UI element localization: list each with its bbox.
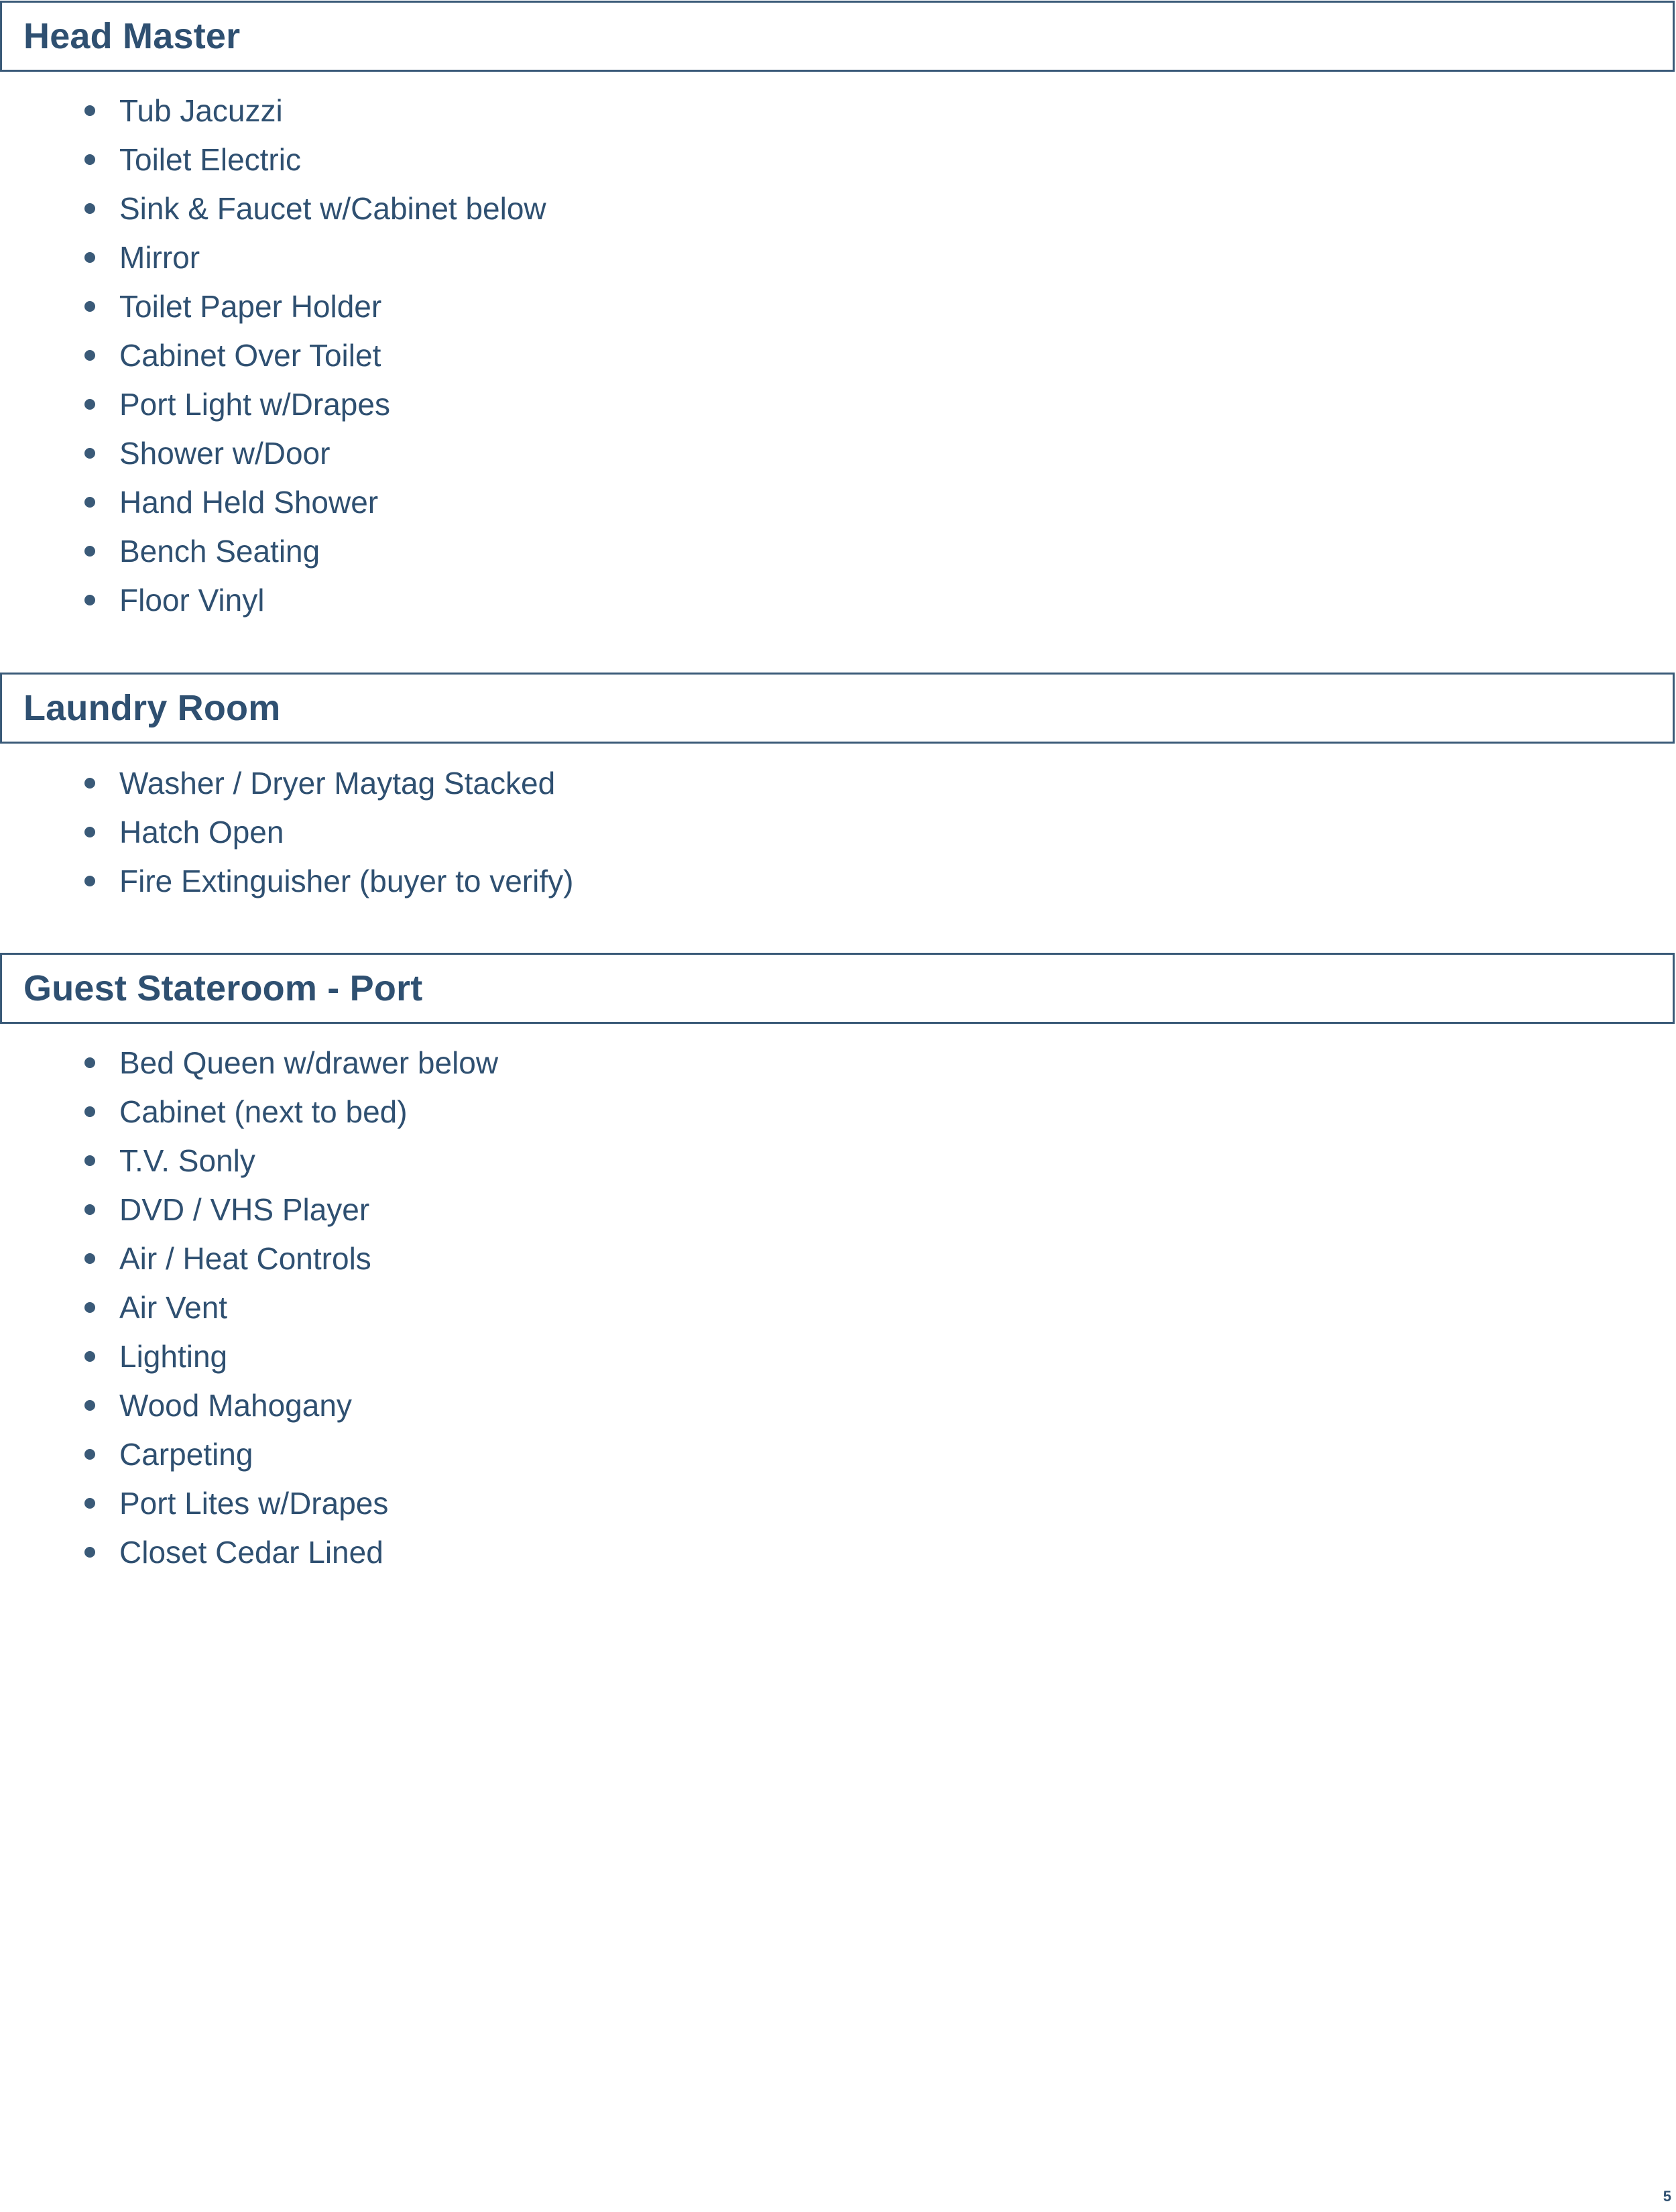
section-header xyxy=(0,1,1675,72)
bullet-icon xyxy=(84,778,95,789)
list-item-text: Shower w/Door xyxy=(119,435,331,471)
list-item xyxy=(0,184,1676,233)
list-item-text: T.V. Sonly xyxy=(119,1143,255,1178)
list-item-text: Cabinet Over Toilet xyxy=(119,337,381,373)
page-number: 5 xyxy=(1663,2188,1671,2205)
list-item xyxy=(0,331,1676,380)
section-laundry-room xyxy=(0,673,1676,905)
list-item xyxy=(0,380,1676,428)
bullet-icon xyxy=(84,546,95,557)
bullet-icon xyxy=(84,203,95,214)
bullet-icon xyxy=(84,497,95,508)
list-item xyxy=(0,282,1676,331)
list-item-text: Mirror xyxy=(119,239,200,275)
bullet-icon xyxy=(84,154,95,165)
list-item xyxy=(0,807,1676,856)
bullet-icon xyxy=(84,1400,95,1411)
bullet-icon xyxy=(84,827,95,837)
list-item xyxy=(0,856,1676,905)
bullet-icon xyxy=(84,1204,95,1215)
bullet-icon xyxy=(84,1155,95,1166)
list-item xyxy=(0,1136,1676,1185)
list-item-text: Lighting xyxy=(119,1338,228,1374)
list-item xyxy=(0,1332,1676,1381)
section-head-master xyxy=(0,1,1676,624)
list-item-text: DVD / VHS Player xyxy=(119,1191,370,1227)
bullet-icon xyxy=(84,350,95,361)
section-title: Laundry Room xyxy=(23,688,281,728)
bullet-icon xyxy=(84,876,95,886)
bullet-icon xyxy=(84,301,95,312)
list-item xyxy=(0,233,1676,282)
bullet-icon xyxy=(84,1253,95,1264)
bullet-icon xyxy=(84,1106,95,1117)
section-guest-stateroom-port xyxy=(0,953,1676,1576)
bullet-icon xyxy=(84,1498,95,1509)
bullet-icon xyxy=(84,1547,95,1558)
list-item-text: Hatch Open xyxy=(119,814,284,850)
list-item-text: Hand Held Shower xyxy=(119,484,379,520)
item-list xyxy=(0,1038,1676,1576)
list-item-text: Tub Jacuzzi xyxy=(119,93,283,128)
list-item xyxy=(0,1478,1676,1527)
section-header xyxy=(0,953,1675,1024)
bullet-icon xyxy=(84,1057,95,1068)
list-item xyxy=(0,526,1676,575)
list-item-text: Air Vent xyxy=(119,1289,228,1325)
bullet-icon xyxy=(84,1351,95,1362)
list-item-text: Sink & Faucet w/Cabinet below xyxy=(119,190,546,226)
list-item-text: Toilet Electric xyxy=(119,141,301,177)
bullet-icon xyxy=(84,448,95,459)
bullet-icon xyxy=(84,1302,95,1313)
list-item xyxy=(0,1234,1676,1283)
bullet-icon xyxy=(84,105,95,116)
list-item xyxy=(0,428,1676,477)
list-item-text: Bed Queen w/drawer below xyxy=(119,1045,499,1080)
list-item-text: Cabinet (next to bed) xyxy=(119,1094,408,1129)
list-item xyxy=(0,1087,1676,1136)
list-item-text: Port Light w/Drapes xyxy=(119,386,390,422)
list-item xyxy=(0,477,1676,526)
item-list xyxy=(0,86,1676,624)
list-item-text: Fire Extinguisher (buyer to verify) xyxy=(119,863,574,898)
list-item-text: Bench Seating xyxy=(119,533,320,569)
list-item xyxy=(0,575,1676,624)
list-item xyxy=(0,1381,1676,1430)
section-title: Guest Stateroom - Port xyxy=(23,968,423,1008)
list-item-text: Closet Cedar Lined xyxy=(119,1534,383,1570)
list-item-text: Toilet Paper Holder xyxy=(119,288,382,324)
bullet-icon xyxy=(84,399,95,410)
list-item-text: Carpeting xyxy=(119,1436,253,1472)
section-header xyxy=(0,673,1675,744)
list-item-text: Air / Heat Controls xyxy=(119,1240,371,1276)
bullet-icon xyxy=(84,252,95,263)
list-item xyxy=(0,1185,1676,1234)
list-item-text: Wood Mahogany xyxy=(119,1387,352,1423)
list-item xyxy=(0,86,1676,135)
list-item-text: Floor Vinyl xyxy=(119,582,265,618)
list-item xyxy=(0,1283,1676,1332)
list-item xyxy=(0,1038,1676,1087)
list-item xyxy=(0,135,1676,184)
list-item-text: Port Lites w/Drapes xyxy=(119,1485,389,1521)
section-title: Head Master xyxy=(23,16,241,56)
item-list xyxy=(0,758,1676,905)
list-item-text: Washer / Dryer Maytag Stacked xyxy=(119,765,556,801)
bullet-icon xyxy=(84,595,95,605)
list-item xyxy=(0,1527,1676,1576)
bullet-icon xyxy=(84,1449,95,1460)
list-item xyxy=(0,758,1676,807)
list-item xyxy=(0,1430,1676,1478)
